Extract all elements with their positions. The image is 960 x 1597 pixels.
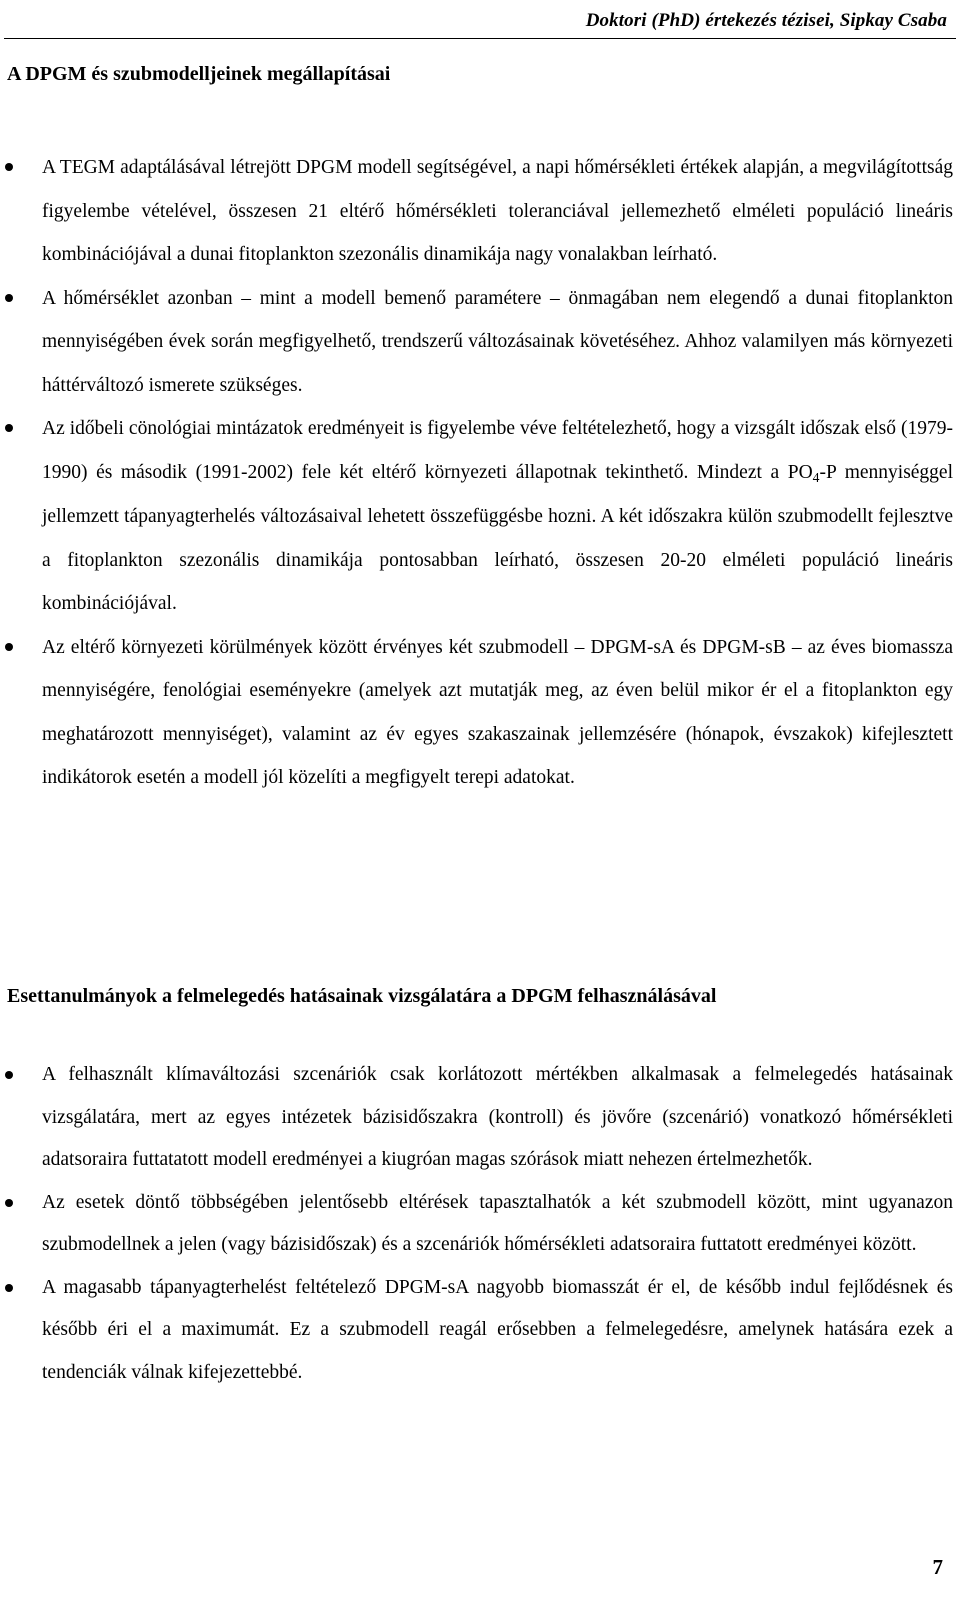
section-heading-case-studies: Esettanulmányok a felmelegedés hatásainak vizsgálatára a DPGM felhasználásával (7, 985, 717, 1007)
bullet-icon (5, 1071, 13, 1079)
bullet-text: A TEGM adaptálásával létrejött DPGM modell segítségével, a napi hőmérsékleti értékek alapján, a megvilágítottság figyelembe vételével, összesen 21 eltérő hőmérsékleti toleranciával jellemezhető elméleti populáció lineáris kombinációjával a dunai fitoplankton szezonális dinamikája nagy vonalakban leírható. (42, 157, 953, 265)
list-item (0, 1267, 955, 1395)
bullet-list-dpgm-findings (0, 146, 955, 800)
list-item (0, 146, 955, 277)
bullet-icon (5, 1284, 13, 1292)
subscript: 4 (812, 469, 820, 485)
list-item (0, 626, 955, 800)
bullet-icon (5, 424, 13, 432)
bullet-text: A hőmérséklet azonban – mint a modell bemenő paramétere – önmagában nem elegendő a dunai fitoplankton mennyiségében évek során megfigyelhető, trendszerű változásainak követéséhez. Ahhoz valamilyen más környezeti háttérváltozó ismerete szükséges. (42, 287, 953, 396)
list-item (0, 407, 955, 626)
list-item (0, 1182, 955, 1267)
bullet-text: Az eltérő környezeti körülmények között érvényes két szubmodell – DPGM-sA és DPGM-sB – az éves biomassza mennyiségére, fenológiai eseményekre (amelyek azt mutatják meg, az éven belül mikor ér el a fitoplankton egy meghatározott mennyiséget), valamint az év egyes szakaszainak jellemzésére (hónapok, évszakok) kifejlesztett indikátorok esetén a modell jól közelíti a megfigyelt terepi adatokat. (42, 636, 953, 788)
bullet-list-case-studies (0, 1054, 955, 1394)
list-item (0, 277, 955, 408)
page-number: 7 (932, 1555, 943, 1579)
bullet-text: A felhasznált klímaváltozási szcenáriók csak korlátozott mértékben alkalmasak a felmelegedés hatásainak vizsgálatára, mert az egyes intézetek bázisidőszakra (kontroll) és jövőre (szcenárió) vonatkozó hőmérsékleti adatsoraira futtatatott modell eredményei a kiugróan magas szórások miatt nehezen értelmezhetők. (42, 1064, 953, 1170)
bullet-icon (5, 1199, 13, 1207)
bullet-text-part: -P mennyiséggel jellemzett tápanyagterhelés változásaival lehetett összefüggésbe hozni. A két időszakra külön szubmodellt fejlesztve a fitoplankton szezonális dinamikája pontosabban leírható, összesen 20-20 elméleti populáció lineáris kombinációjával. (42, 461, 954, 614)
section-heading-dpgm-findings: A DPGM és szubmodelljeinek megállapításai (7, 63, 391, 85)
list-item (0, 1054, 955, 1182)
bullet-icon (5, 163, 13, 171)
bullet-icon (5, 294, 13, 302)
bullet-icon (5, 643, 13, 651)
header-divider (4, 38, 956, 39)
bullet-text-part: Az időbeli cönológiai mintázatok eredményeit is figyelembe véve feltételezhető, hogy a vizsgált időszak első (1979-1990) és második (1991-2002) fele két eltérő környezeti állapotnak tekinthető. Mindezt a PO (42, 418, 953, 483)
bullet-text: Az esetek döntő többségében jelentősebb eltérések tapasztalhatók a két szubmodell között, mint ugyanazon szubmodellnek a jelen (vagy bázisidőszak) és a szcenáriók hőmérsékleti adatsoraira futtatott eredményei között. (42, 1191, 953, 1255)
running-header: Doktori (PhD) értekezés tézisei, Sipkay Csaba (585, 10, 947, 31)
bullet-text: A magasabb tápanyagterhelést feltételező DPGM-sA nagyobb biomasszát ér el, de később indul fejlődésnek és később éri el a maximumát. Ez a szubmodell reagál erősebben a felmelegedésre, amelynek hatására ezek a tendenciák válnak kifejezettebbé. (42, 1276, 953, 1383)
